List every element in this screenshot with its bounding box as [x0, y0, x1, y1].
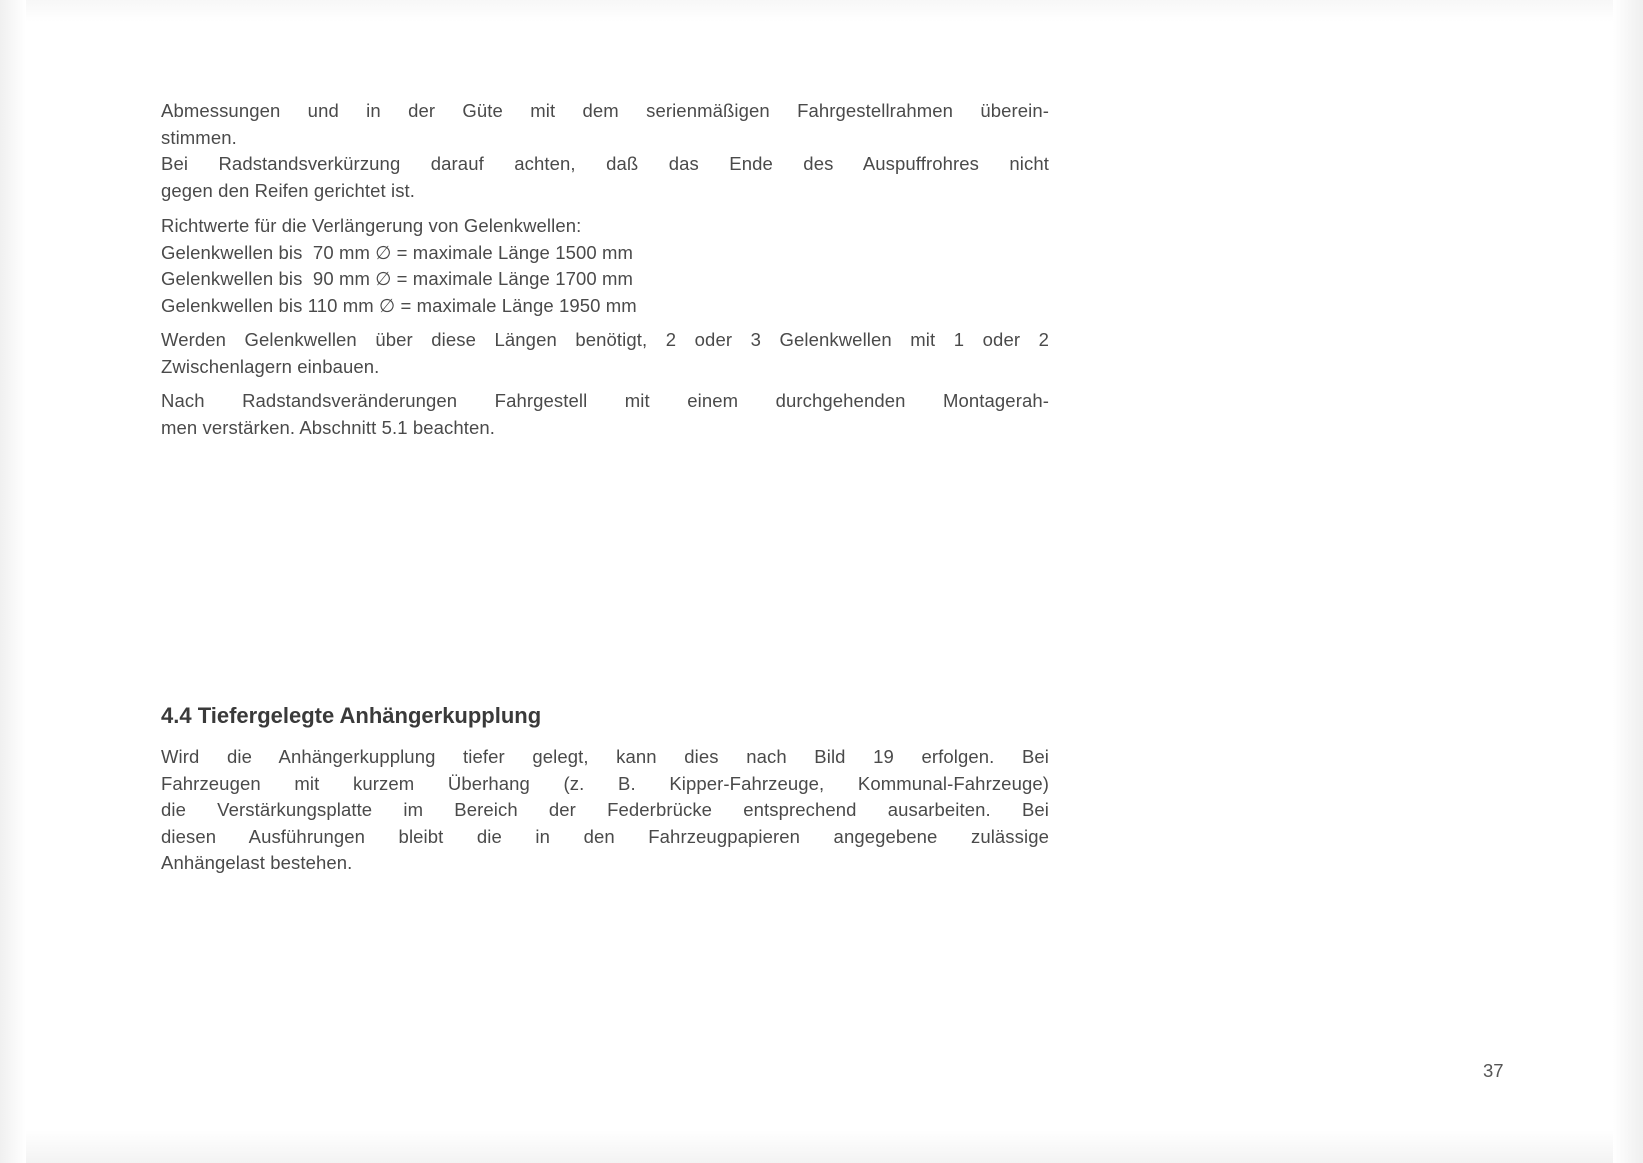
- text-line: men verstärken. Abschnitt 5.1 beachten.: [161, 416, 496, 438]
- section-heading-4-4: 4.4 Tiefergelegte Anhängerkupplung: [161, 703, 542, 728]
- text-line: Abmessungen und in der Güte mit dem serienmäßigen Fahrgestellrahmen überein-: [161, 100, 1049, 121]
- list-item-90mm: Gelenkwellen bis 90 mm ∅ = maximale Länge 1700 mm: [161, 268, 634, 289]
- text-line: die Verstärkungsplatte im Bereich der Federbrücke entsprechend ausarbeiten. Bei: [161, 799, 1049, 820]
- text-line: Bei Radstandsverkürzung darauf achten, daß das Ende des Auspuffrohres nicht: [161, 153, 1049, 174]
- paragraph-trailer-coupling: [161, 744, 1049, 877]
- list-item-70mm: Gelenkwellen bis 70 mm ∅ = maximale Länge 1500 mm: [161, 241, 634, 263]
- paragraph-intermediate-bearings: [161, 327, 1049, 380]
- text-line: Werden Gelenkwellen über diese Längen benötigt, 2 oder 3 Gelenkwellen mit 1 oder 2: [161, 329, 1049, 350]
- text-line: diesen Ausführungen bleibt die in den Fahrzeugpapieren angegebene zulässige: [161, 825, 1049, 847]
- text-line: Anhängelast bestehen.: [161, 852, 353, 873]
- paragraph-frame-dimensions: [161, 98, 1049, 151]
- text-line: Fahrzeugen mit kurzem Überhang (z. B. Kipper-Fahrzeuge, Kommunal-Fahrzeuge): [161, 772, 1049, 794]
- text-line: gegen den Reifen gerichtet ist.: [161, 179, 416, 201]
- top-text-block: [161, 98, 1049, 441]
- paragraph-reinforcement: [161, 388, 1049, 441]
- text-line: Wird die Anhängerkupplung tiefer gelegt, kann dies nach Bild 19 erfolgen. Bei: [161, 746, 1049, 767]
- list-intro: Richtwerte für die Verlängerung von Gelenkwellen:: [161, 215, 582, 236]
- page-number: 37: [1483, 1060, 1504, 1081]
- text-line: Nach Radstandsveränderungen Fahrgestell mit einem durchgehenden Montagerah-: [161, 390, 1049, 411]
- text-line: Zwischenlagern einbauen.: [161, 355, 380, 377]
- list-item-110mm: Gelenkwellen bis 110 mm ∅ = maximale Länge 1950 mm: [161, 294, 637, 316]
- section-4-4-body: [161, 744, 1049, 877]
- paragraph-wheelbase-shortening: [161, 151, 1049, 204]
- text-line: stimmen.: [161, 126, 237, 148]
